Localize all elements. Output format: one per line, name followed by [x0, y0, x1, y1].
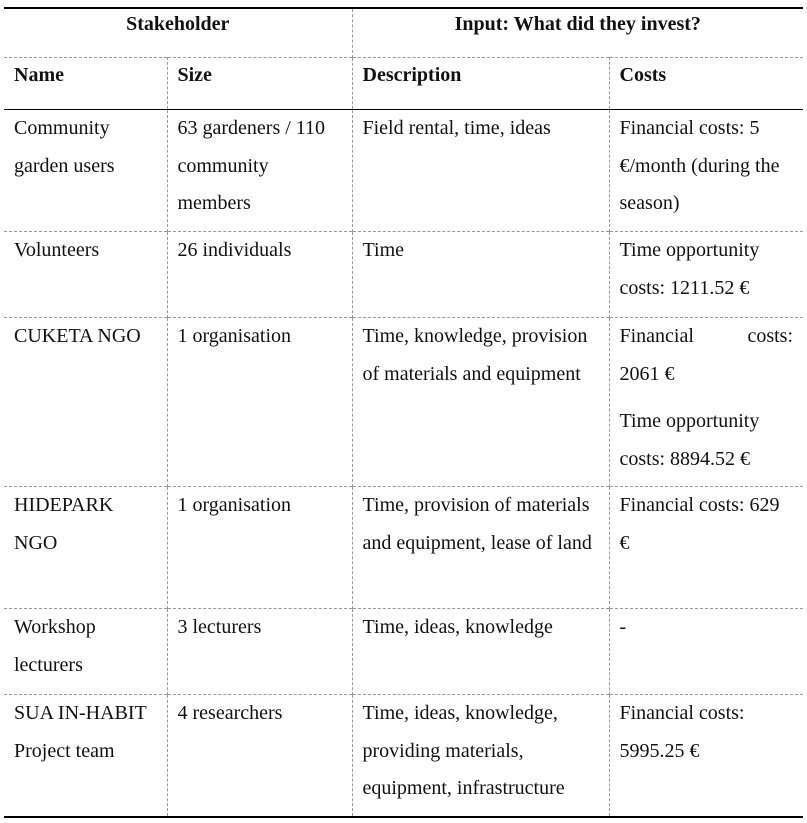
table-row [4, 609, 803, 695]
cell-costs: Financial costs: 5 €/month (during the season) [609, 110, 803, 232]
cell-description: Time [352, 232, 609, 318]
group-header-stakeholder: Stakeholder [4, 8, 352, 58]
cell-size: 4 researchers [167, 695, 352, 818]
stakeholder-table [4, 7, 803, 818]
cell-name: Community garden users [14, 117, 115, 177]
cell-costs: Financial costs: 5995.25 € [609, 695, 803, 818]
cell-description: Time, ideas, knowledge, providing materials, equipment, infrastructure [352, 695, 609, 818]
cell-size: 3 lecturers [167, 609, 352, 695]
table-row [4, 487, 803, 609]
cell-size: 63 gardeners / 110 community members [167, 110, 352, 232]
cell-costs: Time opportunity costs: 1211.52 € [609, 232, 803, 318]
cell-size: 1 organisation [167, 318, 352, 487]
column-header-name: Name [14, 64, 64, 86]
cell-description: Time, ideas, knowledge [352, 609, 609, 695]
table-row [4, 110, 803, 232]
cell-size: 1 organisation [167, 487, 352, 609]
cell-name: HIDEPARK NGO [14, 494, 114, 554]
table-row [4, 232, 803, 318]
column-header-costs: Costs [609, 58, 803, 110]
cell-description: Field rental, time, ideas [352, 110, 609, 232]
cost-time-opportunity: Time opportunity costs: 8894.52 € [619, 410, 760, 470]
group-header-input: Input: What did they invest? [454, 13, 701, 35]
cost-value: 2061 € [619, 362, 675, 385]
table-row [4, 318, 803, 487]
group-header-row [4, 8, 803, 58]
column-header-description: Description [352, 58, 609, 110]
cost-financial-line [620, 318, 794, 356]
cell-name: Volunteers [14, 239, 100, 261]
cell-costs: Financial costs: 629 € [609, 487, 803, 609]
cell-name: SUA IN-HABIT Project team [14, 702, 147, 762]
cell-description: Time, knowledge, provision of materials and equipment [352, 318, 609, 487]
table-row [4, 695, 803, 818]
column-header-size: Size [167, 58, 352, 110]
column-header-row [4, 58, 803, 110]
cell-description: Time, provision of materials and equipment, lease of land [352, 487, 609, 609]
cell-costs [609, 318, 803, 487]
cell-name: Workshop lecturers [14, 616, 96, 676]
cell-costs: - [609, 609, 803, 695]
cost-label: Financial [619, 325, 694, 347]
cost-label-2: costs: [747, 325, 794, 347]
cell-size: 26 individuals [167, 232, 352, 318]
cell-name: CUKETA NGO [14, 325, 141, 347]
